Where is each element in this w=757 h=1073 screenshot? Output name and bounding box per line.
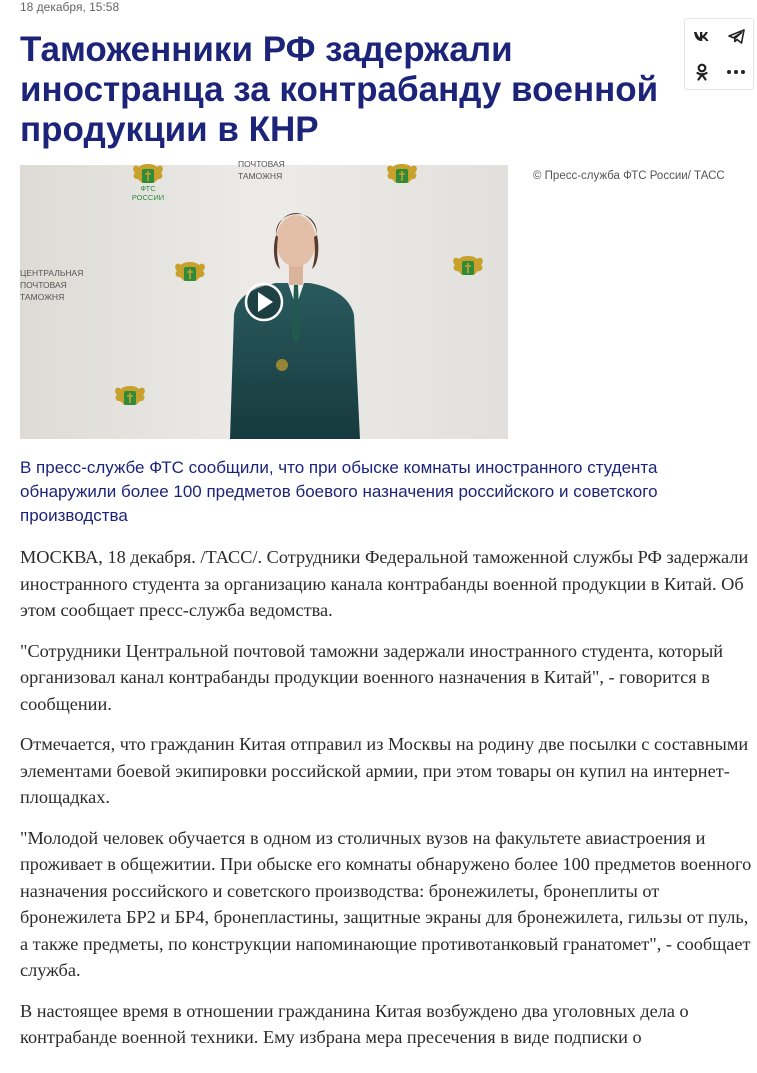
article-lead: В пресс-службе ФТС сообщили, что при обыске комнаты иностранного студента обнаружили более 100 предметов боевого назначения российского и советского производства — [20, 458, 658, 525]
backdrop-customs-line2: ПОЧТОВАЯ — [20, 280, 67, 290]
article-paragraph: В настоящее время в отношении гражданина Китая возбуждено два уголовных дела о контрабанде военной техники. Ему избрана мера пресечения в виде подписки о — [20, 1000, 689, 1047]
odnoklassniki-icon — [696, 63, 708, 81]
article-body — [20, 544, 755, 1065]
video-player[interactable] — [20, 159, 508, 439]
share-vk-button[interactable] — [685, 19, 719, 54]
backdrop-agency-text: ФТС РОССИИ — [131, 184, 165, 202]
article-paragraph: "Молодой человек обучается в одном из столичных вузов на факультете авиастроения и проживает в общежитии. При обыске его комнаты обнаружено более 100 предметов военного назначения российского и советского производства: бронежилеты, бронеплиты от бронежилета БР2 и БР4, бронепластины, защитные экраны для бронежилета, гильзы от пуль, а также предметы, по конструкции напоминающие противотанковый гранатомет", - сообщает служба. — [20, 827, 752, 980]
backdrop-customs-line3: ТАМОЖНЯ — [20, 292, 65, 302]
photo-credit: © Пресс-служба ФТС России/ ТАСС — [533, 170, 725, 182]
play-button[interactable] — [246, 284, 282, 320]
backdrop-top-line2: ТАМОЖНЯ — [238, 171, 283, 181]
article-date: 18 декабря, 15:58 — [20, 0, 120, 14]
share-odnoklassniki-button[interactable] — [685, 54, 719, 89]
article-title: Таможенники РФ задержали иностранца за контрабанду военной продукции в КНР — [20, 30, 659, 149]
share-panel — [684, 18, 754, 90]
backdrop-customs-line1: ЦЕНТРАЛЬНАЯ — [20, 268, 84, 278]
article-paragraph: "Сотрудники Центральной почтовой таможни задержали иностранного студента, который организовал канал контрабанды продукции военного назначения в Китай", - говорится в сообщении. — [20, 640, 724, 714]
article-paragraph: Отмечается, что гражданин Китая отправил из Москвы на родину две посылки с составными элементами боевой экипировки российской армии, при этом товары он купил на интернет-площадках. — [20, 734, 749, 807]
vk-icon — [693, 31, 711, 42]
video-frame — [20, 159, 508, 439]
share-more-button[interactable] — [719, 54, 753, 89]
telegram-icon — [728, 29, 745, 44]
backdrop-top-line1: ПОЧТОВАЯ — [238, 159, 285, 169]
article-paragraph: МОСКВА, 18 декабря. /ТАСС/. Сотрудники Федеральной таможенной службы РФ задержали иностранного студента за организацию канала контрабанды военной продукции в Китай. Об этом сообщает пресс-служба ведомства. — [20, 547, 749, 620]
more-icon — [727, 70, 745, 74]
share-telegram-button[interactable] — [719, 19, 753, 54]
